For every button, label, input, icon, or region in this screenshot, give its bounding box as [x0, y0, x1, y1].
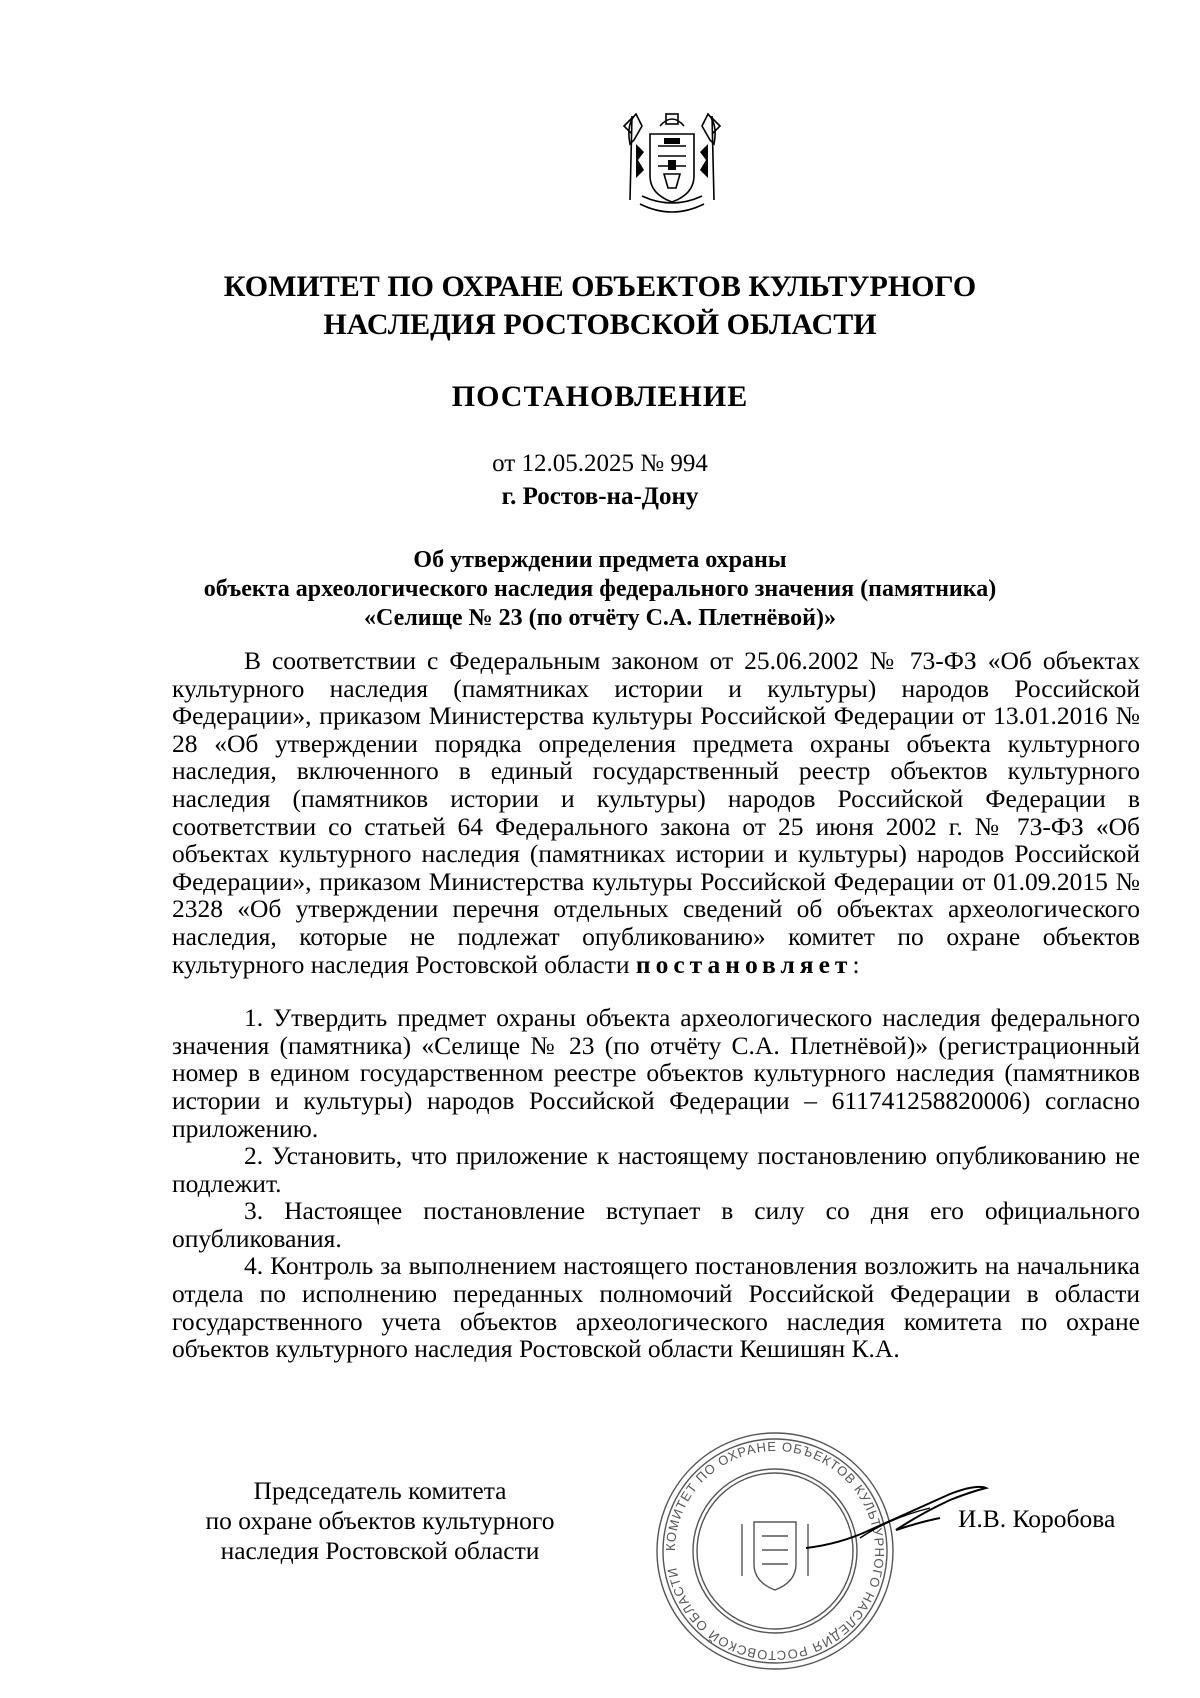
org-title-line-2: НАСЛЕДИЯ РОСТОВСКОЙ ОБЛАСТИ — [323, 308, 877, 341]
decree-colon: : — [852, 949, 860, 979]
decree-item-1: 1. Утвердить предмет охраны объекта археологического наследия федерального значения (памятника) «Селище № 23 (по отчёту С.А. Плетнёвой)» (регистрационный номер в едином государственном реестре объектов культурного наследия (памятников истории и культуры) народов Российской Федерации – 611741258820006) согласно приложению. — [172, 1003, 1140, 1143]
document-city: г. Ростов-на-Дону — [501, 483, 699, 510]
decree-item-4: 4. Контроль за выполнением настоящего постановления возложить на начальника отдела по исполнению переданных полномочий Российской Федерации в области государственного учета объектов археологического наследия комитета по охране объектов культурного наследия Ростовской области Кешишян К.А. — [172, 1251, 1140, 1364]
subject-line-2: объекта археологического наследия федерального значения (памятника) — [203, 576, 997, 602]
seal-text: КОМИТЕТ ПО ОХРАНЕ ОБЪЕКТОВ КУЛЬТУРНОГО НАСЛЕДИЯ РОСТОВСКОЙ ОБЛАСТИ — [662, 1438, 888, 1664]
organization-title — [0, 268, 1200, 344]
document-body — [172, 647, 1140, 1363]
position-line-2: по охране объектов культурного — [205, 1506, 555, 1535]
decree-item-2: 2. Установить, что приложение к настоящему постановлению опубликованию не подлежит. — [172, 1141, 1140, 1198]
document-type: ПОСТАНОВЛЕНИЕ — [451, 380, 749, 413]
coat-of-arms-icon — [620, 104, 724, 220]
signatory-position — [170, 1476, 590, 1566]
position-line-3: наследия Ростовской области — [220, 1536, 540, 1565]
document-date-number: от 12.05.2025 № 994 — [492, 450, 708, 477]
preamble-paragraph — [172, 647, 1140, 978]
preamble-text: В соответствии с Федеральным законом от 25.06.2002 № 73-ФЗ «Об объектах культурного наследия (памятниках истории и культуры) народов Российской Федерации», приказом Министерства культуры Российской Федерации от 13.01.2016 № 28 «Об утверждении порядка определения предмета охраны объекта культурного наследия, включенного в единый государственный реестр объектов культурного наследия (памятников истории и культуры) народов Российской Федерации в соответствии со статьей 64 Федерального закона от 25 июня 2002 г. № 73-ФЗ «Об объектах культурного наследия (памятниках истории и культуры) народов Российской Федерации», приказом Министерства культуры Российской Федерации от 01.09.2015 № 2328 «Об утверждении перечня отдельных сведений об объектах археологического наследия, которые не подлежат опубликованию» комитет по охране объектов культурного наследия Ростовской области — [172, 646, 1140, 979]
subject-line-1: Об утверждении предмета охраны — [413, 547, 787, 573]
signatory-name: И.В. Коробова — [958, 1504, 1116, 1533]
decree-item-3: 3. Настоящее постановление вступает в силу со дня его официального опубликования. — [172, 1196, 1140, 1253]
position-line-1: Председатель комитета — [253, 1476, 507, 1505]
org-title-line-1: КОМИТЕТ ПО ОХРАНЕ ОБЪЕКТОВ КУЛЬТУРНОГО — [223, 270, 977, 303]
document-subject — [150, 546, 1050, 633]
decree-word: постановляет — [635, 949, 853, 979]
subject-line-3: «Селище № 23 (по отчёту С.А. Плетнёвой)» — [364, 605, 836, 631]
